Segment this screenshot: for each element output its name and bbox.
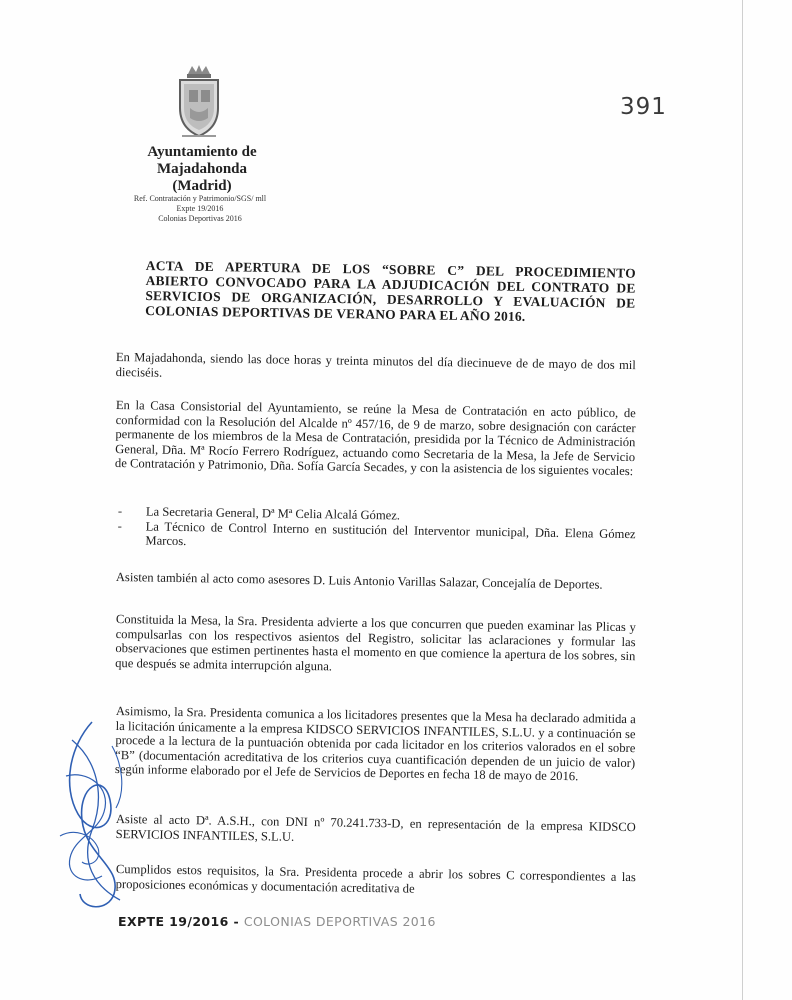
vocales-list [115, 504, 636, 556]
municipality-name [118, 144, 286, 195]
footer-separator: - [228, 914, 244, 929]
paragraph-constituida [115, 612, 636, 679]
paragraph-text: En Majadahonda, siendo las doce horas y treinta minutos del día diecinueve de de mayo de dos mil dieciséis. [115, 350, 636, 380]
org-line-3: (Madrid) [172, 178, 232, 194]
page-footer [118, 914, 436, 929]
page-edge-line [742, 0, 743, 1000]
paragraph-text: Cumplidos estos requisitos, la Sra. Presidenta procede a abrir los sobres C correspondientes a las proposiciones económicas y documentación acreditativa de [115, 862, 636, 896]
paragraph-text: En la Casa Consistorial del Ayuntamiento, se reúne la Mesa de Contratación en acto público, de conformidad con la Resolución del Alcalde nº 457/16, de 9 de marzo, sobre designación con carácter permanente de los miembros de la Mesa de Contratación, presidida por la Técnico de Administración General, Dña. Mª Rocío Ferrero Rodríguez, actuando como Secretaria de la Mesa, la Jefe de Servicio de Contratación y Patrimonio, Dña. Sofía García Secades, y con la asistencia de los siguientes vocales: [114, 398, 636, 479]
reference-line: Ref. Contratación y Patrimonio/SGS/ mll [133, 194, 267, 203]
reference-block [100, 194, 300, 224]
paragraph-text: Constituida la Mesa, la Sra. Presidenta advierte a los que concurren que pueden examinar las Plicas y compulsarlas con los respectivos asientos del Registro, solicitar las aclaraciones y formular las observaciones que estimen pertinentes hasta el momento en que comience la apertura de los sobres, sin que después se admita interrupción alguna. [115, 612, 636, 674]
paragraph-asiste [116, 812, 636, 849]
org-line-1: Ayuntamiento de [147, 144, 257, 160]
document-title: ACTA DE APERTURA DE LOS “SOBRE C” DEL PROCEDIMIENTO ABIERTO CONVOCADO PARA LA ADJUDICACIÓN DEL CONTRATO DE SERVICIOS DE ORGANIZACIÓN, DESARROLLO Y EVALUACIÓN DE COLONIAS DEPORTIVAS DE VERANO PARA EL AÑO 2016. [145, 258, 636, 324]
paragraph-date [116, 350, 636, 387]
expediente-line: Expte 19/2016 [176, 204, 224, 213]
paragraph-asesores [116, 570, 636, 593]
org-line-2: Majadahonda [156, 161, 248, 177]
paragraph-asimismo [115, 704, 636, 785]
handwritten-signature [52, 716, 144, 916]
paragraph-text: Asisten también al acto como asesores D. Luis Antonio Varillas Salazar, Concejalía de Deportes. [115, 570, 603, 592]
paragraph-mesa [115, 398, 636, 479]
colonias-line: Colonias Deportivas 2016 [158, 214, 242, 223]
paragraph-cumplidos [116, 862, 636, 899]
page-number: 391 [620, 94, 667, 120]
list-item: - La Secretaria General, Dª Mª Celia Alcalá Gómez. [116, 504, 636, 527]
footer-colonias: COLONIAS DEPORTIVAS 2016 [243, 914, 436, 929]
paragraph-text: Asimismo, la Sra. Presidenta comunica a los licitadores presentes que la Mesa ha declarado admitida a la licitación únicamente a la empresa KIDSCO SERVICIOS INFANTILES, S.L.U. y a continuación se procede a la lectura de la puntuación obtenida por cada licitador en los criterios valorados en el sobre “B” (documentación acreditativa de los criterios cuya cuantificación dependen de un juicio de valor) según informe elaborado por el Jefe de Servicios de Deportes en fecha 18 de mayo de 2016. [114, 704, 636, 784]
footer-expediente: EXPTE 19/2016 [118, 914, 229, 929]
coat-of-arms-icon [174, 64, 224, 140]
paragraph-text: Asiste al acto Dª. A.S.H., con DNI nº 70.241.733-D, en representación de la empresa KIDSCO SERVICIOS INFANTILES, S.L.U. [115, 812, 636, 844]
list-item: - La Técnico de Control Interno en sustitución del Interventor municipal, Dña. Elena Gómez Marcos. [115, 519, 635, 556]
